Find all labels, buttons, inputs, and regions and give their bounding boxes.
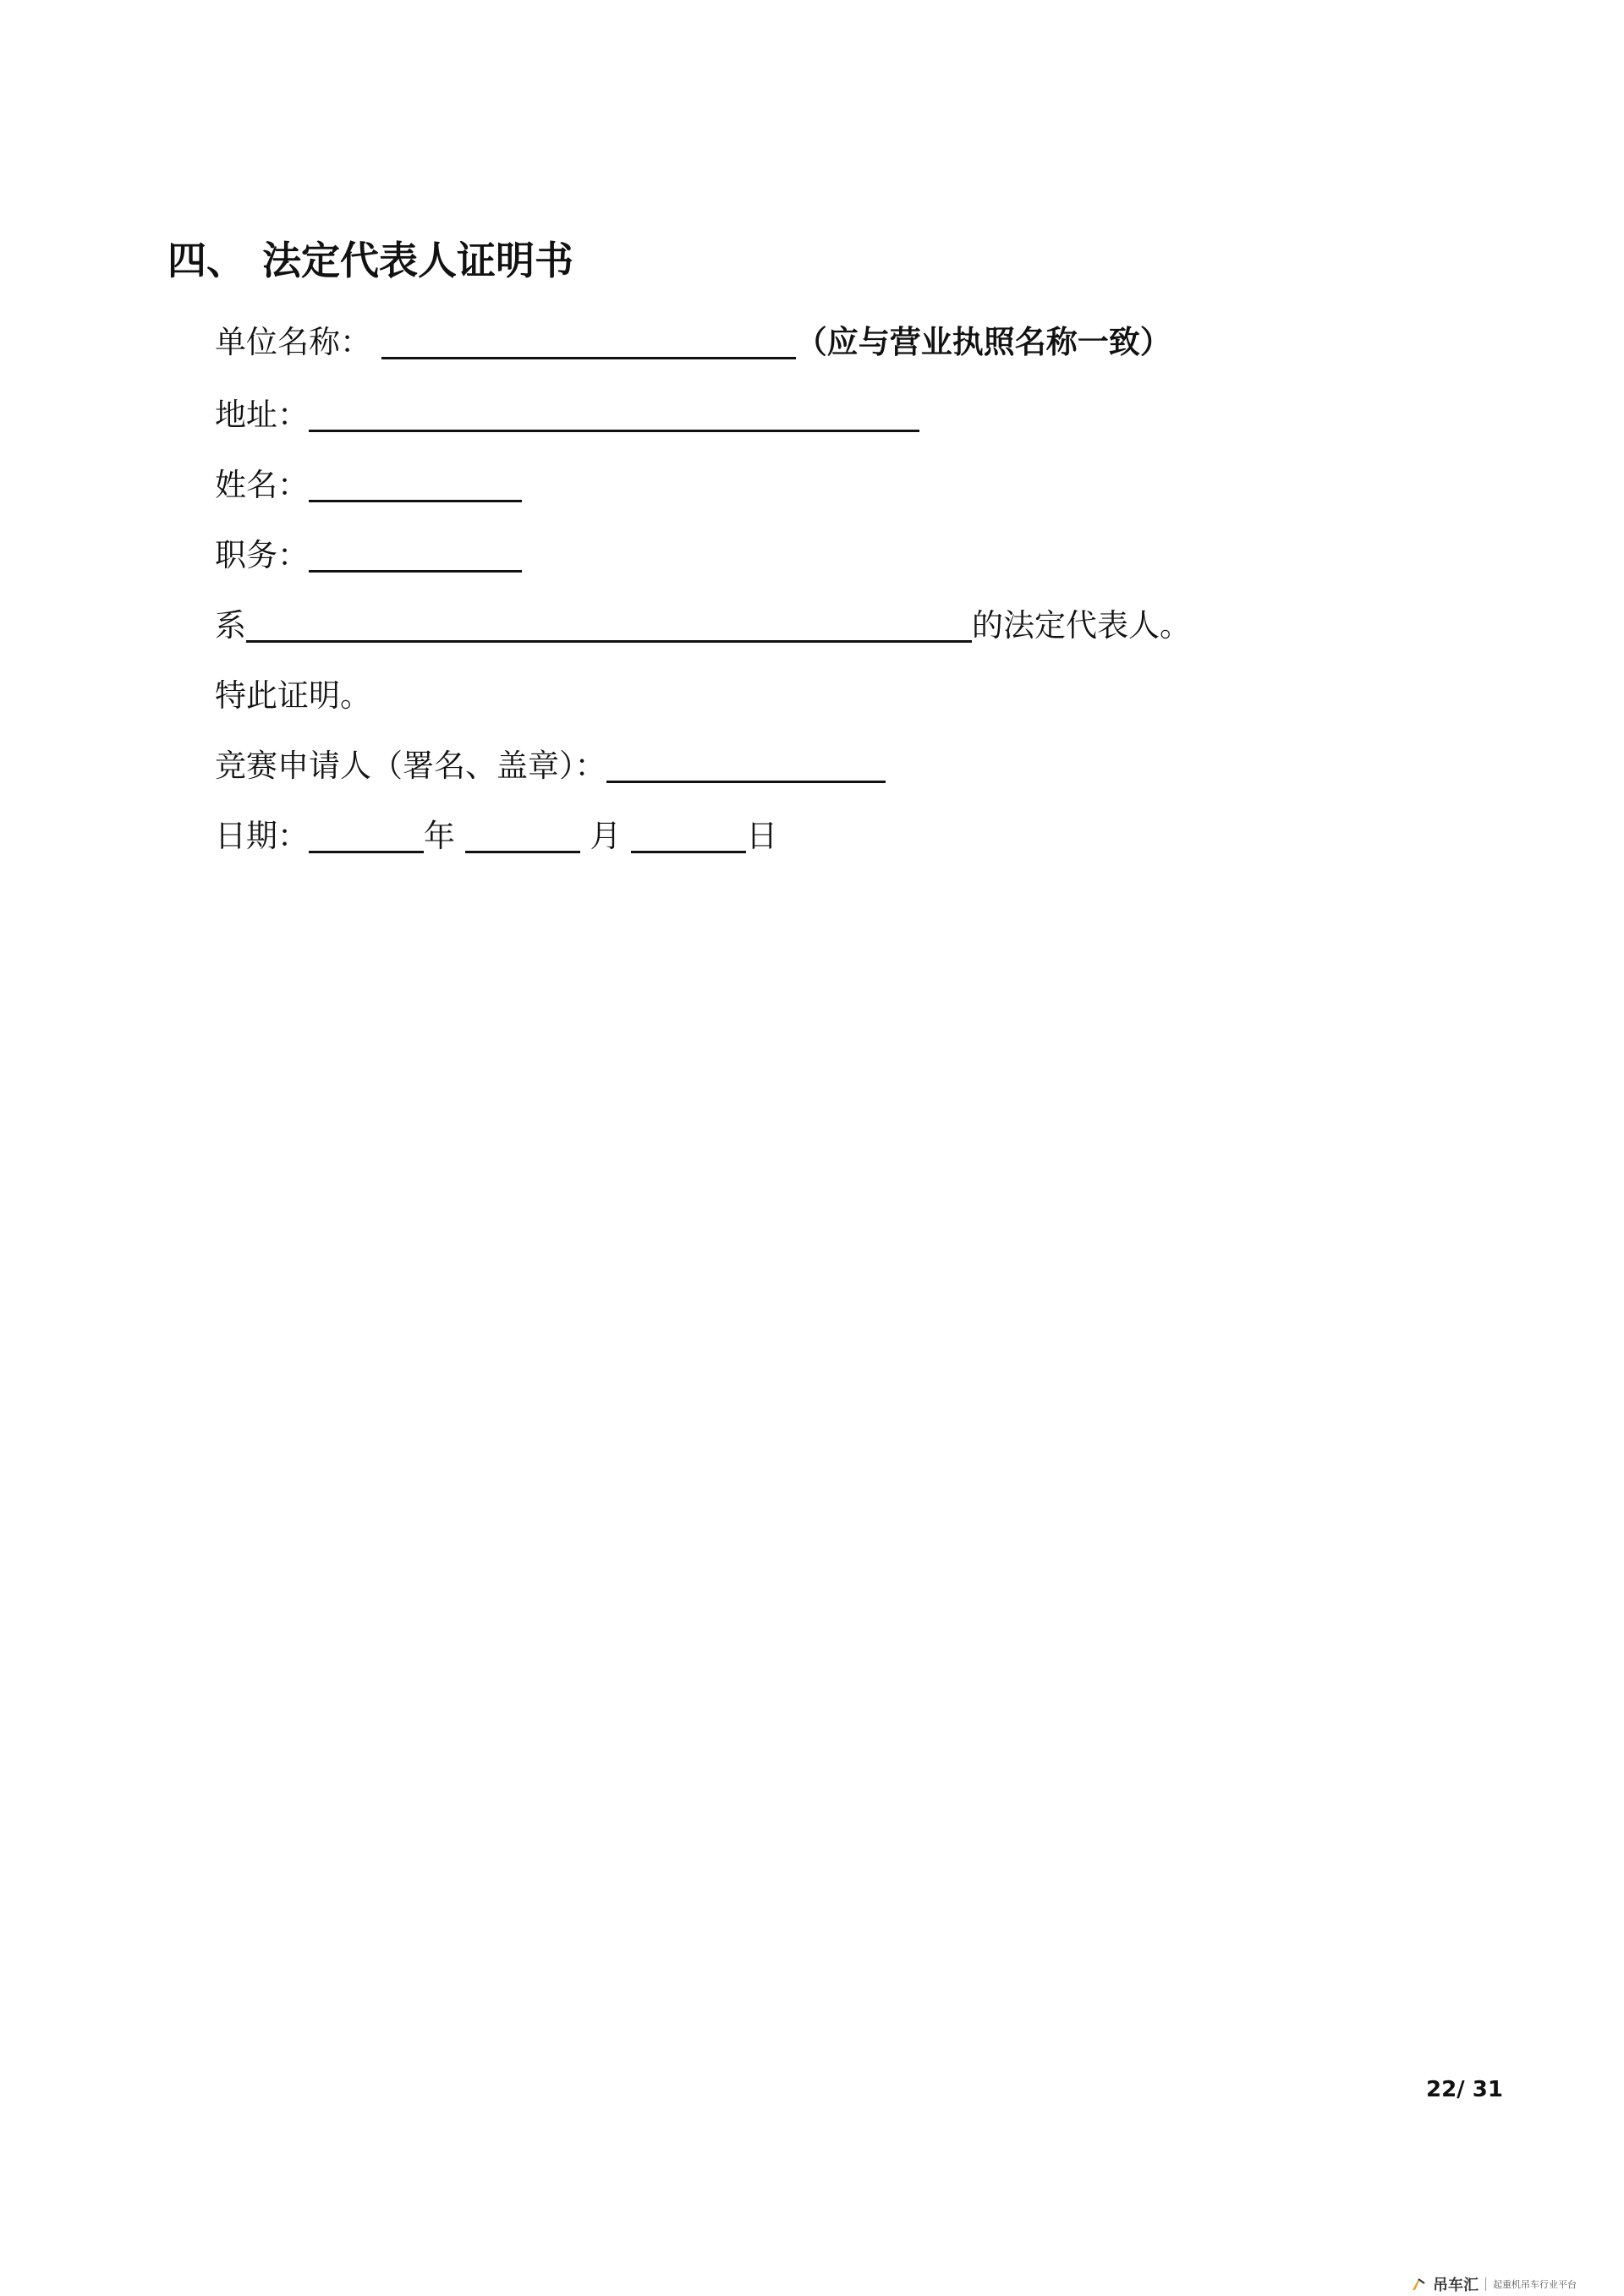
month-label: 月	[590, 818, 622, 854]
footer-logo-text: 吊车汇	[1433, 2277, 1479, 2294]
applicant-label: 竞赛申请人（署名、盖章）：	[215, 748, 606, 784]
month-blank[interactable]	[465, 817, 580, 853]
relation-row	[215, 605, 1191, 647]
date-row	[215, 815, 777, 858]
day-blank[interactable]	[631, 817, 746, 853]
relation-prefix: 系	[215, 607, 246, 644]
name-label: 姓名：	[215, 467, 309, 503]
footer-divider	[1485, 2277, 1486, 2291]
footer-watermark	[1411, 2275, 1577, 2293]
unit-name-blank[interactable]	[381, 323, 796, 359]
page-number: 22/ 31	[1426, 2077, 1503, 2102]
position-blank[interactable]	[309, 536, 522, 573]
unit-name-note: （应与营业执照名称一致）	[795, 324, 1171, 360]
certify-text: 特此证明。	[215, 677, 371, 714]
applicant-blank[interactable]	[606, 747, 886, 783]
applicant-row	[215, 745, 886, 787]
crane-logo-icon	[1411, 2277, 1426, 2292]
footer-tagline: 起重机吊车行业平台	[1493, 2279, 1577, 2290]
address-blank[interactable]	[309, 396, 919, 432]
year-blank[interactable]	[309, 817, 424, 853]
year-label: 年	[424, 818, 455, 854]
section-heading	[167, 237, 573, 284]
section-number: 四、	[167, 238, 245, 283]
name-row	[215, 464, 522, 507]
section-title: 法定代表人证明书	[262, 238, 573, 283]
organization-blank[interactable]	[246, 606, 972, 643]
unit-name-label: 单位名称：	[215, 324, 371, 360]
certify-row	[215, 675, 371, 717]
day-label: 日	[746, 818, 778, 854]
date-label: 日期：	[215, 818, 309, 854]
address-label: 地址：	[215, 397, 309, 433]
unit-name-row	[215, 321, 1171, 364]
position-row	[215, 534, 522, 577]
relation-suffix: 的法定代表人。	[972, 607, 1191, 644]
address-row	[215, 394, 919, 436]
name-blank[interactable]	[309, 466, 522, 502]
position-label: 职务：	[215, 537, 309, 573]
